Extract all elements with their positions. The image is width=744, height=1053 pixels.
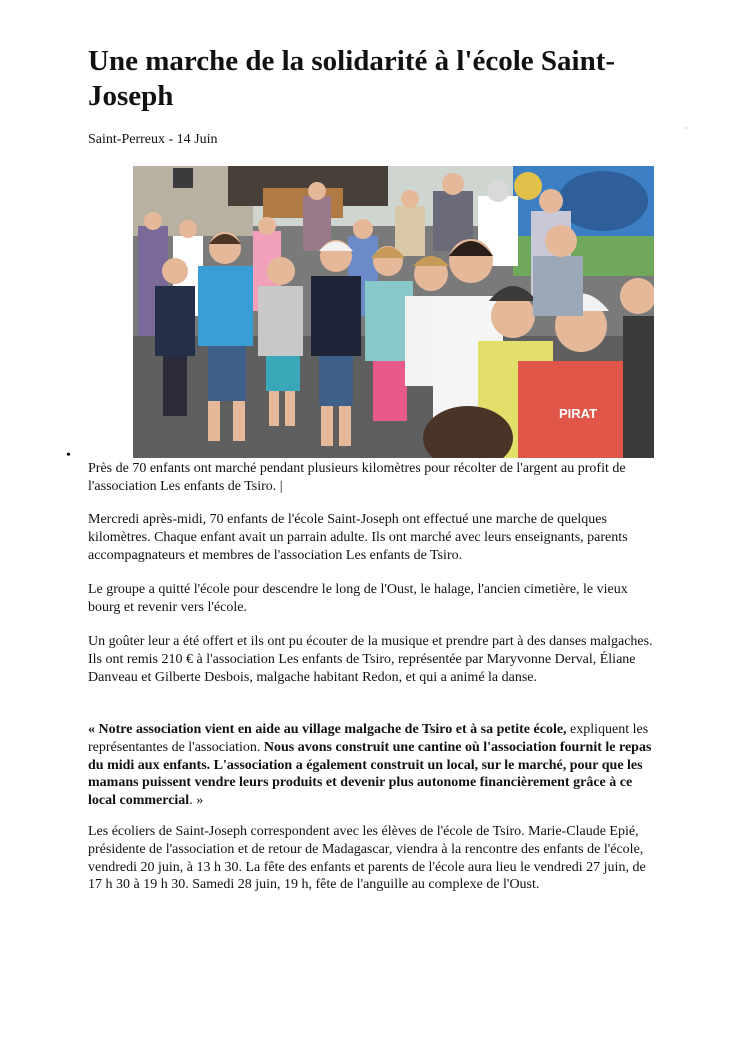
quote-end: . » <box>189 793 204 809</box>
shirt-print: PIRAT <box>558 406 598 421</box>
group-photo-icon <box>133 166 654 458</box>
paragraph-5: Les écoliers de Saint-Joseph correspondent avec les élèves de l'école de Tsiro. Marie-Claude Epié, présidente de l'association et de retour de Madagascar, viendra à la rencontre des enfants de l'école, vendredi 20 juin, à 13 h 30. La fête des enfants et parents de l'école aura lieu le vendredi 27 juin, de 17 h 30 à 19 h 30. Samedi 28 juin, 19 h, fête de l'anguille au complexe de l'Oust. <box>88 824 646 893</box>
paragraph-quote <box>88 721 663 810</box>
paragraph-2: Le groupe a quitté l'école pour descendre le long de l'Oust, le halage, l'ancien cimetière, le vieux bourg et revenir vers l'école. <box>88 582 628 615</box>
article-dateline: Saint-Perreux - 14 Juin <box>88 132 218 147</box>
paragraph-3: Un goûter leur a été offert et ils ont pu écouter de la musique et prendre part à des danses malgaches. Ils ont remis 210 € à l'association Les enfants de Tsiro, représentée par Maryvonne Derval, Éliane Danveau et Gilberte Desbois, malgache habitant Redon, et qui a animé la danse. <box>88 634 653 685</box>
quote-bold-part-2: Nous avons construit une cantine où l'association fournit le repas du midi aux enfants. L'association a également construit un local, sur le marché, pour que les mamans puissent vendre leurs produits et devenir plus autonome financièrement grâce à ce local commercial <box>88 739 652 809</box>
article-title: Une marche de la solidarité à l'école Saint-Joseph <box>88 45 616 112</box>
paragraph-1: Mercredi après-midi, 70 enfants de l'école Saint-Joseph ont effectué une marche de quelques kilomètres. Chaque enfant avait un parrain adulte. Ils ont marché avec leurs enseignants, parents accompagnateurs et membres de l'association Les enfants de Tsiro. <box>88 512 628 563</box>
quote-attribution: expliquent les représentantes de l'association. <box>88 722 649 755</box>
list-bullet: • <box>66 448 71 463</box>
scan-speck <box>686 127 687 129</box>
quote-bold-part-1: « Notre association vient en aide au village malgache de Tsiro et à sa petite école, <box>88 722 567 737</box>
article-photo <box>133 166 654 458</box>
photo-caption: Près de 70 enfants ont marché pendant plusieurs kilomètres pour récolter de l'argent au profit de l'association Les enfants de Tsiro. | <box>88 461 626 494</box>
